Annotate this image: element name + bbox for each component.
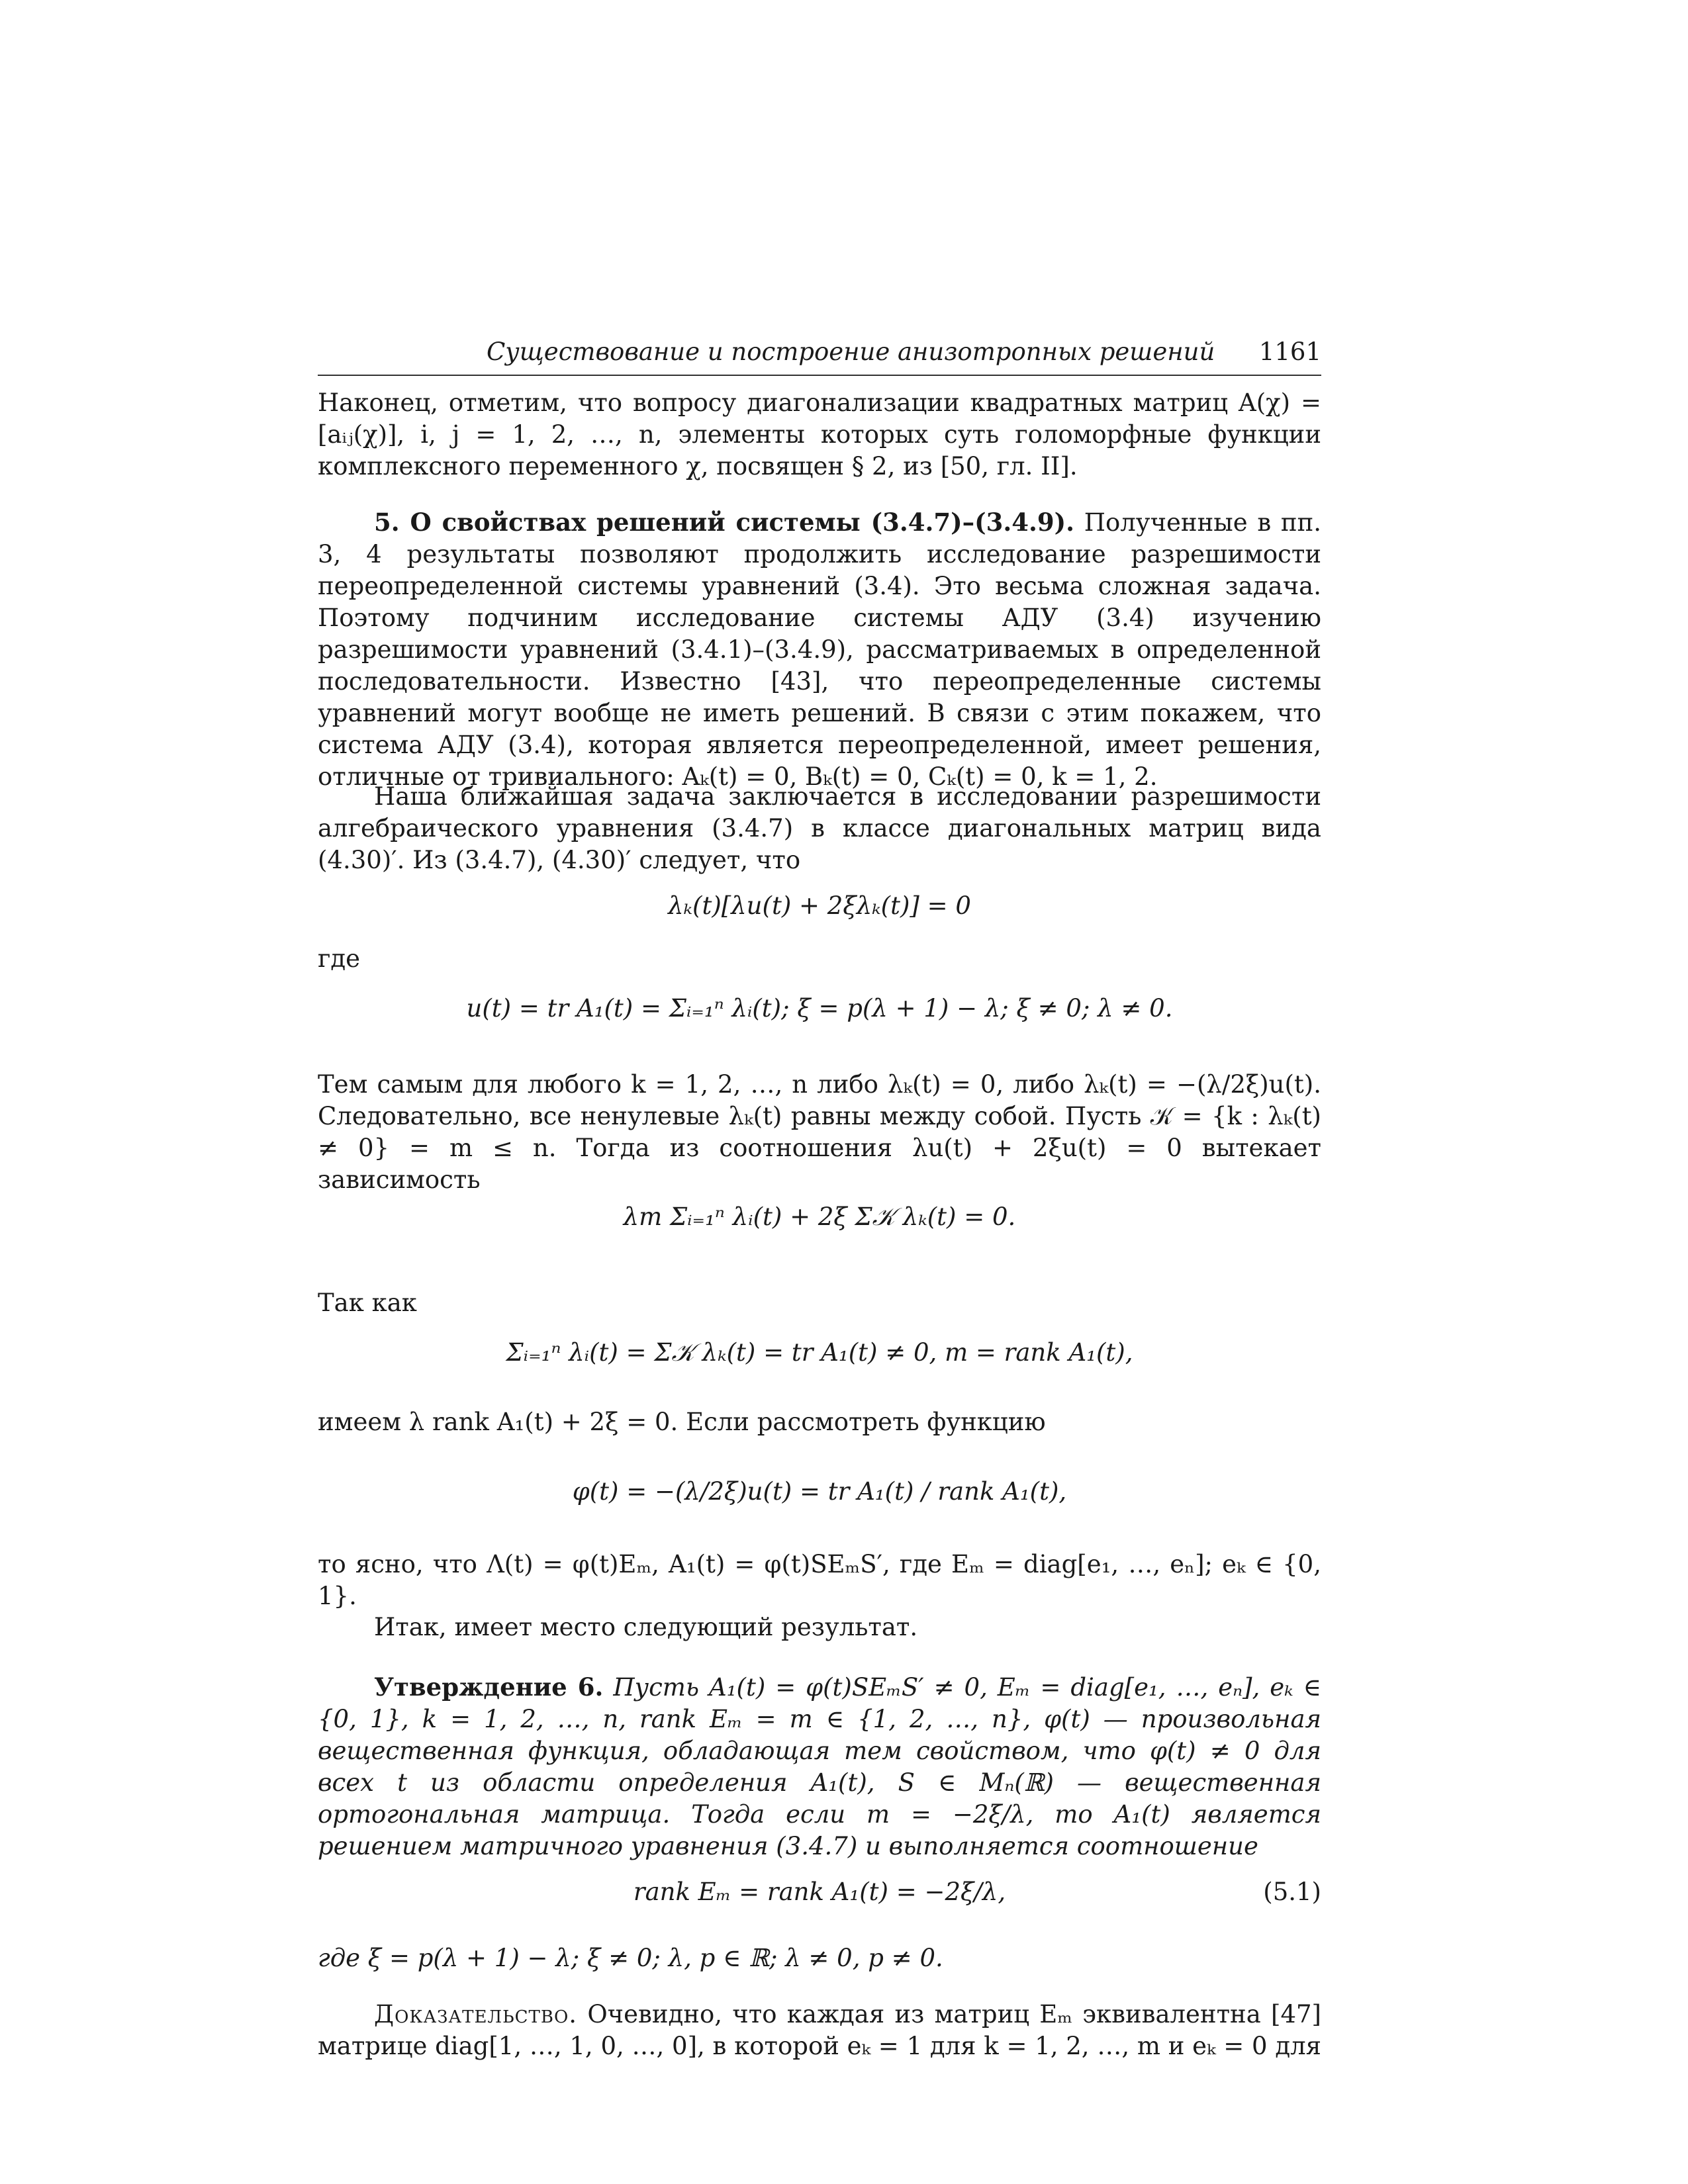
equation-trace-rank: Σᵢ₌₁ⁿ λᵢ(t) = Σ𝒦 λₖ(t) = tr A₁(t) ≠ 0, m = rank A₁(t), (506, 1338, 1133, 1367)
running-header (318, 335, 1321, 376)
statement-6 (318, 1671, 1321, 1862)
paragraph-task: Наша ближайшая задача заключается в исследовании разрешимости алгебраического уравнения (3.4.7) в классе диагональных матриц вида (4.30)′. Из (3.4.7), (4.30)′ следует, что (318, 782, 1321, 874)
statement-6-conditions: где ξ = p(λ + 1) − λ; ξ ≠ 0; λ, p ∈ ℝ; λ ≠ 0, p ≠ 0. (318, 1944, 943, 1972)
proof-heading: Доказательство. (374, 2000, 578, 2028)
paragraph-function: имеем λ rank A₁(t) + 2ξ = 0. Если рассмотреть функцию (318, 1408, 1046, 1436)
equation-sum-dependence: λm Σᵢ₌₁ⁿ λᵢ(t) + 2ξ Σ𝒦 λₖ(t) = 0. (623, 1203, 1016, 1231)
statement-6-heading: Утверждение 6. (374, 1672, 604, 1702)
equation-phi: φ(t) = −(λ/2ξ)u(t) = tr A₁(t) / rank A₁(t), (572, 1477, 1067, 1506)
statement-6-text: Пусть A₁(t) = φ(t)SEₘS′ ≠ 0, Eₘ = diag[e₁, …, eₙ], eₖ ∈ {0, 1}, k = 1, 2, …, n, rank Eₘ = m ∈ {1, 2, …, n}, φ(t) — произвольная вещественная функция, обладающая тем свойством, что φ(t) ≠ 0 для всех t из области определения A₁(t), S ∈ Mₙ(ℝ) — вещественная ортогональная матрица. Тогда если m = −2ξ/λ, то A₁(t) является решением матричного уравнения (3.4.7) и выполняется соотношение (318, 1673, 1321, 1860)
equation-5-1-body: rank Eₘ = rank A₁(t) = −2ξ/λ, (633, 1878, 1006, 1906)
word-since: Так как (318, 1289, 417, 1317)
equation-5-1 (318, 1876, 1321, 1908)
page-number: 1161 (1258, 338, 1321, 366)
equation-u-trace: u(t) = tr A₁(t) = Σᵢ₌₁ⁿ λᵢ(t); ξ = p(λ + 1) − λ; ξ ≠ 0; λ ≠ 0. (466, 994, 1173, 1023)
section-5-paragraph (318, 506, 1321, 793)
section-5-heading: 5. О свойствах решений системы (3.4.7)–(3.4.9). (374, 508, 1075, 537)
proof-paragraph (318, 1999, 1321, 2062)
paragraph-diagonalization: Наконец, отметим, что вопросу диагонализации квадратных матриц A(χ) = [aᵢⱼ(χ)], i, j = 1, 2, …, n, элементы которых суть голоморфные функции комплексного переменного χ, посвящен § 2, из [50, гл. II]. (318, 388, 1321, 480)
running-title: Существование и построение анизотропных решений (487, 338, 1215, 366)
paragraph-eigenvalues: Тем самым для любого k = 1, 2, …, n либо λₖ(t) = 0, либо λₖ(t) = −(λ/2ξ)u(t). Следовательно, все ненулевые λₖ(t) равны между собой. Пусть 𝒦 = {k : λₖ(t) ≠ 0} = m ≤ n. Тогда из соотношения λu(t) + 2ξu(t) = 0 вытекает зависимость (318, 1070, 1321, 1194)
proof-text: Очевидно, что каждая из матриц Eₘ эквивалентна [47] матрице diag[1, …, 1, 0, …, 0], в которой eₖ = 1 для k = 1, 2, …, m и eₖ = 0 для (318, 2000, 1321, 2060)
paragraph-result: Итак, имеет место следующий результат. (374, 1613, 918, 1641)
equation-lambda-k: λₖ(t)[λu(t) + 2ξλₖ(t)] = 0 (668, 891, 971, 920)
equation-number: (5.1) (1263, 1878, 1321, 1906)
paragraph-clear: то ясно, что Λ(t) = φ(t)Eₘ, A₁(t) = φ(t)SEₘS′, где Eₘ = diag[e₁, …, eₙ]; eₖ ∈ {0, 1}. (318, 1550, 1321, 1610)
word-where: где (318, 944, 361, 973)
section-5-text: Полученные в пп. 3, 4 результаты позволяют продолжить исследование разрешимости переопределенной системы уравнений (3.4). Это весьма сложная задача. Поэтому подчиним исследование системы АДУ (3.4) изучению разрешимости уравнений (3.4.1)–(3.4.9), рассматриваемых в определенной последовательности. Известно [43], что переопределенные системы уравнений могут вообще не иметь решений. В связи с этим покажем, что система АДУ (3.4), которая является переопределенной, имеет решения, отличные от тривиального: Aₖ(t) = 0, Bₖ(t) = 0, Cₖ(t) = 0, k = 1, 2. (318, 508, 1321, 791)
